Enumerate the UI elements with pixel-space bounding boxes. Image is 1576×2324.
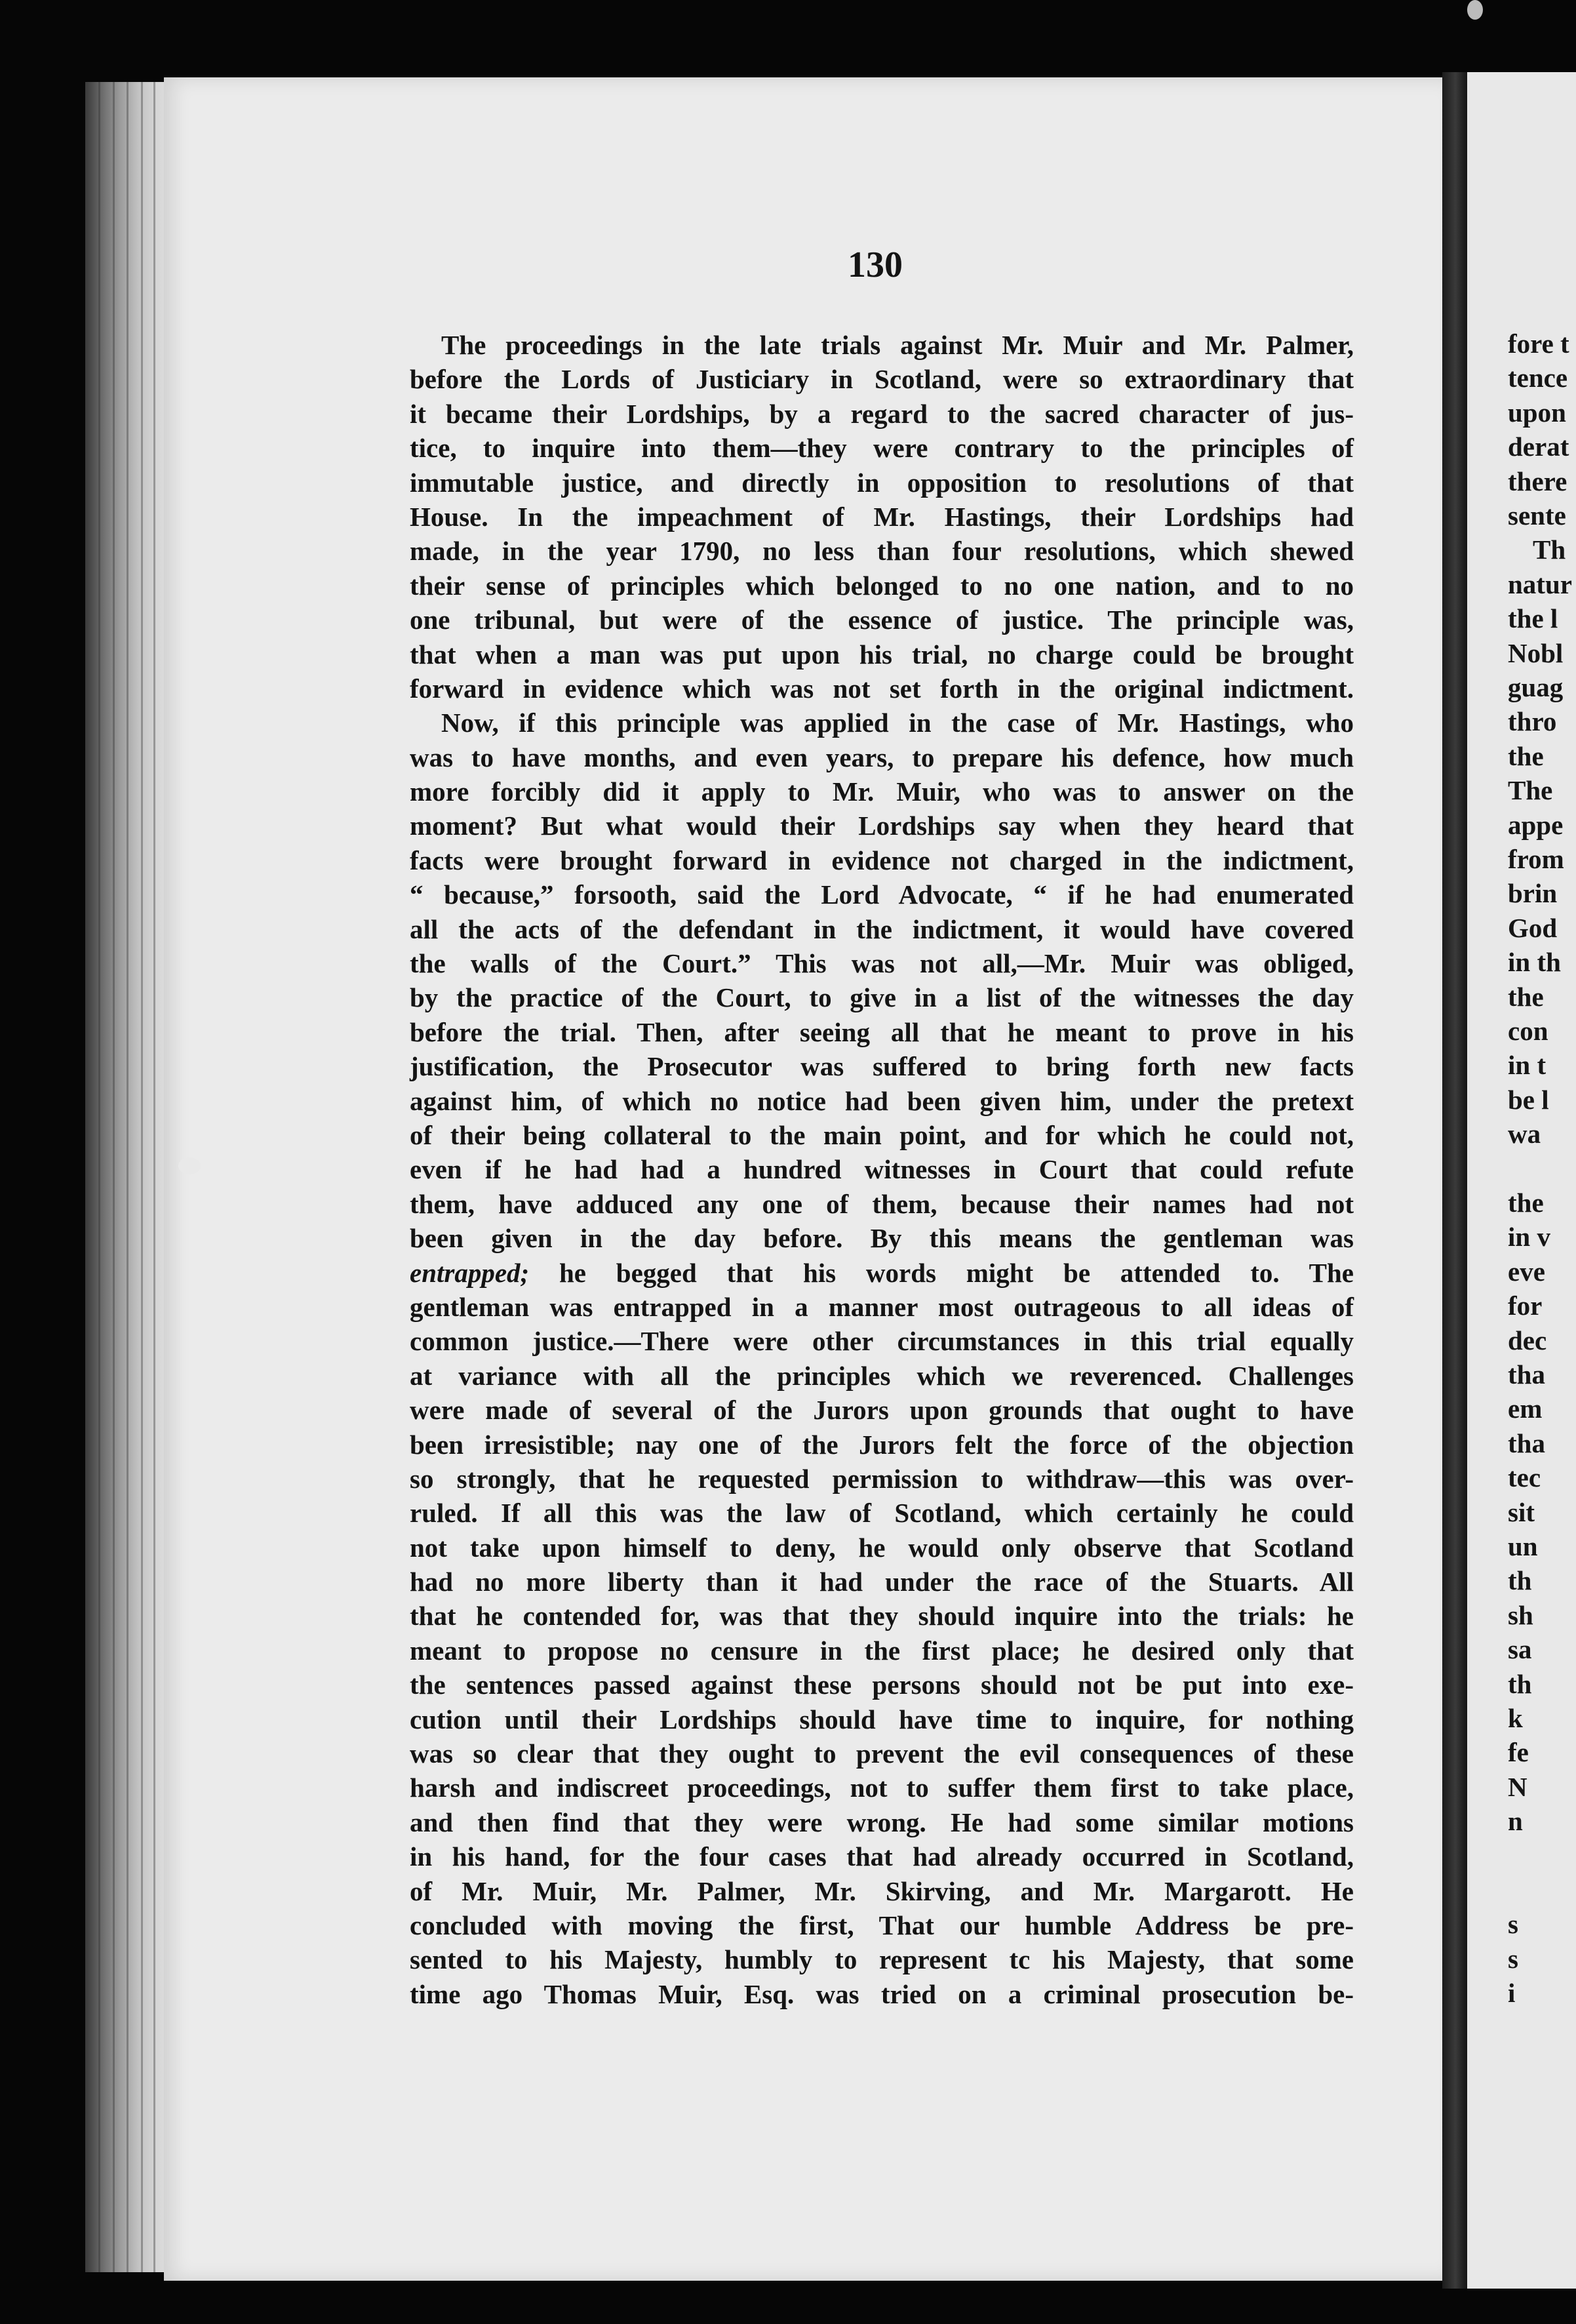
text-line: “ because,” forsooth, said the Lord Advocate, “ if he had enumerated xyxy=(410,879,1354,910)
facing-page-fragment: Th xyxy=(1533,534,1566,565)
text-line: made, in the year 1790, no less than four resolutions, which shewed xyxy=(410,536,1354,567)
text-line: Now, if this principle was applied in the case of Mr. Hastings, who xyxy=(441,708,1354,738)
text-line: facts were brought forward in evidence not charged in the indictment, xyxy=(410,845,1354,875)
text-line: their sense of principles which belonged to no one nation, and to no xyxy=(410,570,1354,601)
facing-page-fragment: tence xyxy=(1508,363,1568,393)
text-line: forward in evidence which was not set forth in the original indictment. xyxy=(410,673,1354,704)
facing-page-fragment: the xyxy=(1508,1188,1544,1218)
facing-page-fragment: fore t xyxy=(1508,329,1569,359)
facing-page-fragment: derat xyxy=(1508,431,1569,462)
text-line: before the Lords of Justiciary in Scotland, were so extraordinary that xyxy=(410,364,1354,395)
text-line: the walls of the Court.” This was not all,—Mr. Muir was obliged, xyxy=(410,948,1354,979)
facing-page-fragment: tha xyxy=(1508,1428,1545,1458)
text-line: that when a man was put upon his trial, no charge could be brought xyxy=(410,639,1354,670)
facing-page-fragment: th xyxy=(1508,1668,1532,1699)
text-line: cution until their Lordships should have time to inquire, for nothing xyxy=(410,1704,1354,1734)
facing-page-fragment: brin xyxy=(1508,878,1558,909)
facing-page-fragment: in t xyxy=(1508,1050,1546,1081)
text-line: not take upon himself to deny, he would only observe that Scotland xyxy=(410,1532,1354,1563)
facing-page-fragment: the xyxy=(1508,740,1544,771)
text-line: by the practice of the Court, to give in a list of the witnesses the day xyxy=(410,982,1354,1013)
facing-page-fragment: for xyxy=(1508,1291,1543,1321)
text-line: The proceedings in the late trials against Mr. Muir and Mr. Palmer, xyxy=(441,330,1354,360)
facing-page-fragment: un xyxy=(1508,1531,1538,1561)
text-line: them, have adduced any one of them, because their names had not xyxy=(410,1188,1354,1219)
facing-page-fragment: n xyxy=(1508,1806,1523,1837)
facing-page xyxy=(1467,72,1576,2289)
page-gutter xyxy=(1442,72,1468,2289)
page-body-text xyxy=(410,328,1354,2011)
facing-page-fragment: s xyxy=(1508,1943,1518,1974)
facing-page-fragment: dec xyxy=(1508,1325,1547,1355)
facing-page-fragment: from xyxy=(1508,844,1564,874)
facing-page-fragment: thro xyxy=(1508,706,1557,737)
facing-page-fragment: s xyxy=(1508,1909,1518,1940)
text-line: common justice.—There were other circumstances in this trial equally xyxy=(410,1326,1354,1357)
facing-page-fragment: k xyxy=(1508,1703,1523,1733)
text-line: one tribunal, but were of the essence of justice. The principle was, xyxy=(410,605,1354,635)
text-line: House. In the impeachment of Mr. Hastings, their Lordships had xyxy=(410,501,1354,532)
facing-page-fragment: fe xyxy=(1508,1737,1529,1768)
text-line: been irresistible; nay one of the Jurors felt the force of the objection xyxy=(410,1429,1354,1460)
text-line: gentleman was entrapped in a manner most outrageous to all ideas of xyxy=(410,1291,1354,1322)
text-line: sented to his Majesty, humbly to represent tc his Majesty, that some xyxy=(410,1944,1354,1975)
facing-page-fragment: i xyxy=(1508,1978,1516,2009)
facing-page-fragment: sh xyxy=(1508,1599,1533,1630)
text-line: had no more liberty than it had under the race of the Stuarts. All xyxy=(410,1567,1354,1597)
text-line: tice, to inquire into them—they were contrary to the principles of xyxy=(410,433,1354,464)
text-line: the sentences passed against these persons should not be put into exe- xyxy=(410,1670,1354,1700)
facing-page-fragment: eve xyxy=(1508,1256,1545,1287)
scan-speck xyxy=(178,1157,201,1174)
scan-speck xyxy=(1467,0,1483,20)
text-line: against him, of which no notice had been given him, under the pretext xyxy=(410,1085,1354,1116)
facing-page-fragment: there xyxy=(1508,466,1567,496)
text-line: immutable justice, and directly in opposition to resolutions of that xyxy=(410,467,1354,498)
text-line: justification, the Prosecutor was suffered to bring forth new facts xyxy=(410,1051,1354,1082)
facing-page-fragment: in th xyxy=(1508,947,1561,978)
facing-page-fragment: em xyxy=(1508,1393,1543,1424)
page-number: 130 xyxy=(848,245,903,285)
text-line: before the trial. Then, after seeing all that he meant to prove in his xyxy=(410,1016,1354,1047)
text-line: ruled. If all this was the law of Scotland, which certainly he could xyxy=(410,1498,1354,1529)
facing-page-fragment: the xyxy=(1508,981,1544,1012)
facing-page-fragment: be l xyxy=(1508,1084,1549,1115)
facing-page-fragment: tec xyxy=(1508,1462,1541,1493)
text-line: of their being collateral to the main point, and for which he could not, xyxy=(410,1119,1354,1150)
text-line: meant to propose no censure in the first place; he desired only that xyxy=(410,1635,1354,1666)
text-line: all the acts of the defendant in the indictment, it would have covered xyxy=(410,913,1354,944)
text-line: been given in the day before. By this means the gentleman was xyxy=(410,1223,1354,1254)
facing-page-fragment: tha xyxy=(1508,1359,1545,1390)
facing-page-fragment: natur xyxy=(1508,569,1572,599)
facing-page-fragment: th xyxy=(1508,1565,1532,1596)
text-line: concluded with moving the first, That our humble Address be pre- xyxy=(410,1910,1354,1940)
facing-page-fragment: N xyxy=(1508,1771,1527,1802)
text-line: even if he had had a hundred witnesses in Court that could refute xyxy=(410,1154,1354,1185)
facing-page-fragment: guag xyxy=(1508,672,1564,702)
facing-page-fragment: appe xyxy=(1508,809,1564,840)
text-line: harsh and indiscreet proceedings, not to suffer them first to take place, xyxy=(410,1773,1354,1803)
text-line: moment? But what would their Lordships say when they heard that xyxy=(410,811,1354,841)
text-line: at variance with all the principles which we reverenced. Challenges xyxy=(410,1360,1354,1391)
text-line: of Mr. Muir, Mr. Palmer, Mr. Skirving, and Mr. Margarott. He xyxy=(410,1875,1354,1906)
text-line: and then find that they were wrong. He had some similar motions xyxy=(410,1807,1354,1837)
facing-page-fragment: sa xyxy=(1508,1634,1532,1665)
text-line: time ago Thomas Muir, Esq. was tried on a criminal prosecution be- xyxy=(410,1978,1354,2009)
facing-page-fragment: in v xyxy=(1508,1222,1550,1252)
text-line: was to have months, and even years, to prepare his defence, how much xyxy=(410,742,1354,772)
text-line: that he contended for, was that they should inquire into the trials: he xyxy=(410,1601,1354,1632)
facing-page-fragment: sit xyxy=(1508,1496,1535,1527)
text-line: more forcibly did it apply to Mr. Muir, who was to answer on the xyxy=(410,776,1354,807)
text-line: so strongly, that he requested permission to withdraw—this was over- xyxy=(410,1463,1354,1494)
facing-page-fragment: The xyxy=(1508,775,1553,806)
facing-page-fragment: Nobl xyxy=(1508,637,1564,668)
text-line: was so clear that they ought to prevent the evil consequences of these xyxy=(410,1738,1354,1769)
facing-page-fragment: con xyxy=(1508,1016,1548,1046)
facing-page-fragment: God xyxy=(1508,912,1558,943)
text-line: in his hand, for the four cases that had already occurred in Scotland, xyxy=(410,1841,1354,1872)
text-line: were made of several of the Jurors upon grounds that ought to have xyxy=(410,1395,1354,1426)
paragraph xyxy=(410,328,1354,706)
facing-page-fragment: upon xyxy=(1508,397,1566,428)
facing-page-fragment: the l xyxy=(1508,603,1558,634)
facing-page-fragment: sente xyxy=(1508,500,1566,531)
text-line: it became their Lordships, by a regard to the sacred character of jus- xyxy=(410,398,1354,429)
paragraph xyxy=(410,706,1354,2011)
text-line: entrapped; he begged that his words might be attended to. The xyxy=(410,1257,1354,1288)
facing-page-fragment: wa xyxy=(1508,1119,1541,1150)
